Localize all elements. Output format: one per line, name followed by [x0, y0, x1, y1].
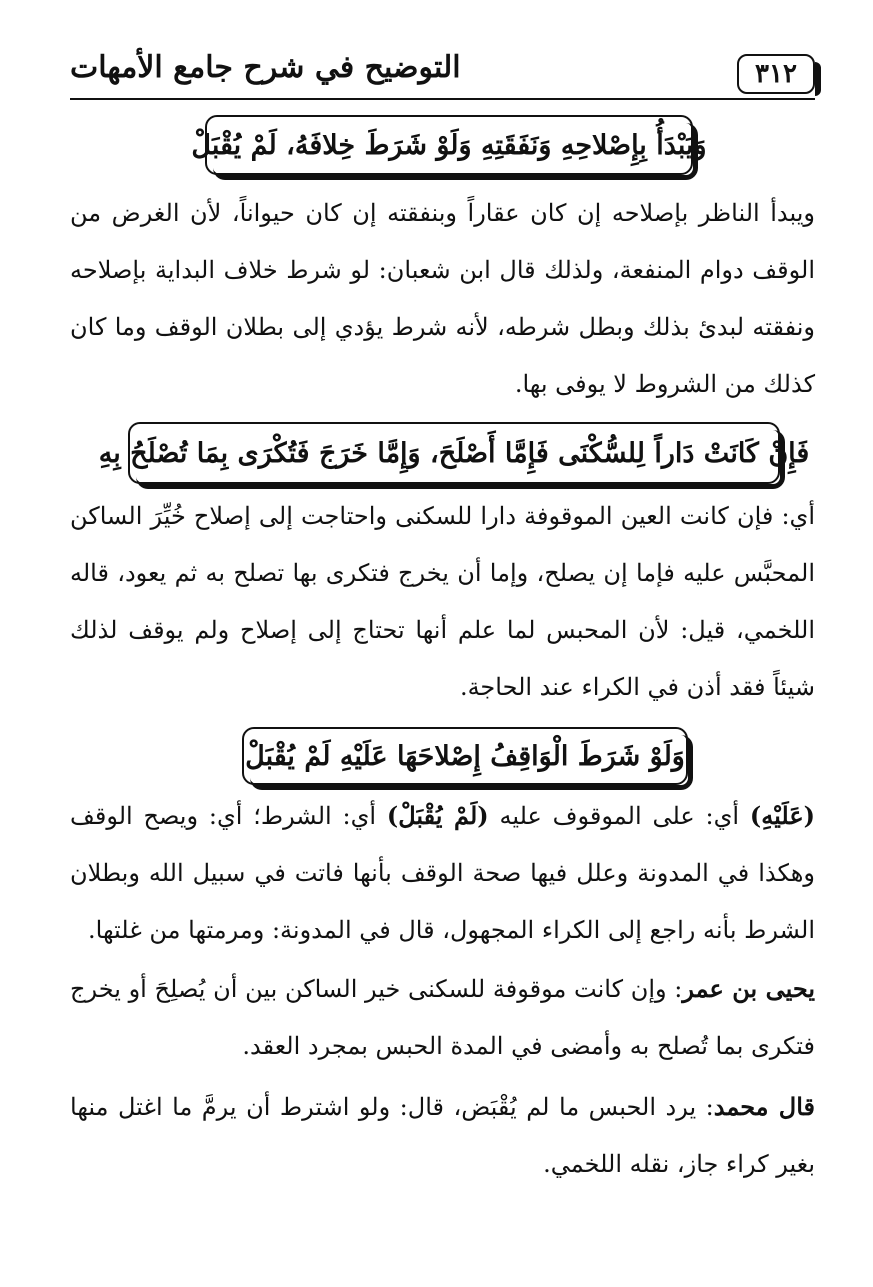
commentary-text: : وإن كانت موقوفة للسكنى خير الساكن بين أن يُصلِحَ أو يخرج فتكرى بما تُصلح به وأمضى في المدة الحبس بمجرد العقد.	[70, 975, 815, 1060]
matn-text-3: وَلَوْ شَرَطَ الْوَاقِفُ إِصْلاحَهَا عَلَيْهِ لَمْ يُقْبَلْ	[245, 740, 685, 772]
commentary-paragraph-1: ويبدأ الناظر بإصلاحه إن كان عقاراً وبنفقته إن كان حيواناً، لأن الغرض من الوقف دوام المنفعة، ولذلك قال ابن شعبان: لو شرط خلاف البداية بإصلاحه ونفقته لبدئ بذلك وبطل شرطه، لأنه شرط يؤدي إلى بطلان الوقف وما كان كذلك من الشروط لا يوفى بها.	[70, 199, 815, 398]
matn-text-2: فَإِنْ كَانَتْ دَاراً لِلسُّكْنَى فَإِمَّا أَصْلَحَ، وَإِمَّا خَرَجَ فَتُكْرَى بِمَا تُصْلَحُ بِهِ	[98, 437, 810, 469]
commentary-paragraph-4	[70, 960, 815, 1075]
book-title: التوضيح في شرح جامع الأمهات	[70, 50, 461, 85]
speaker-name: قال محمد	[713, 1092, 815, 1121]
commentary-paragraph-3	[70, 787, 815, 959]
speaker-name: يحيى بن عمر	[682, 974, 815, 1003]
quoted-term: (عَلَيْهِ)	[749, 801, 815, 830]
quoted-term: (لَمْ يُقْبَلْ)	[386, 801, 489, 830]
commentary-text: : يرد الحبس ما لم يُقْبَض، قال: ولو اشترط أن يرمَّ ما اغتل منها بغير كراء جاز، نقله اللخمي.	[70, 1093, 815, 1178]
matn-box-2	[98, 422, 810, 484]
matn-box-3	[242, 727, 688, 785]
page-number: ٣١٢	[737, 54, 815, 94]
matn-box-1	[191, 115, 707, 175]
matn-text-1: وَيَبْدَأُ بِإِصْلاحِهِ وَنَفَقَتِهِ وَلَوْ شَرَطَ خِلافَهُ، لَمْ يُقْبَلْ	[191, 129, 707, 161]
commentary-paragraph-5	[70, 1078, 815, 1193]
commentary-paragraph-2: أي: فإن كانت العين الموقوفة دارا للسكنى واحتاجت إلى إصلاح خُيِّرَ الساكن المحبَّس عليه فإما إن يصلح، وإما أن يخرج فتكرى بها تصلح به ثم يعود، قاله اللخمي، قيل: لأن المحبس لما علم أنها تحتاج إلى إصلاح ولم يوقف لذلك شيئاً فقد أذن في الكراء عند الحاجة.	[70, 502, 815, 701]
commentary-text: أي: على الموقوف عليه	[488, 802, 750, 830]
commentary-text: أي: الشرط؛ أي: ويصح الوقف وهكذا في المدونة وعلل فيها صحة الوقف بأنها فاتت في سبيل الله وبطلان الشرط بأنه راجع إلى الكراء المجهول، قال في المدونة: ومرمتها من غلتها.	[70, 802, 815, 944]
page-header	[70, 48, 815, 100]
